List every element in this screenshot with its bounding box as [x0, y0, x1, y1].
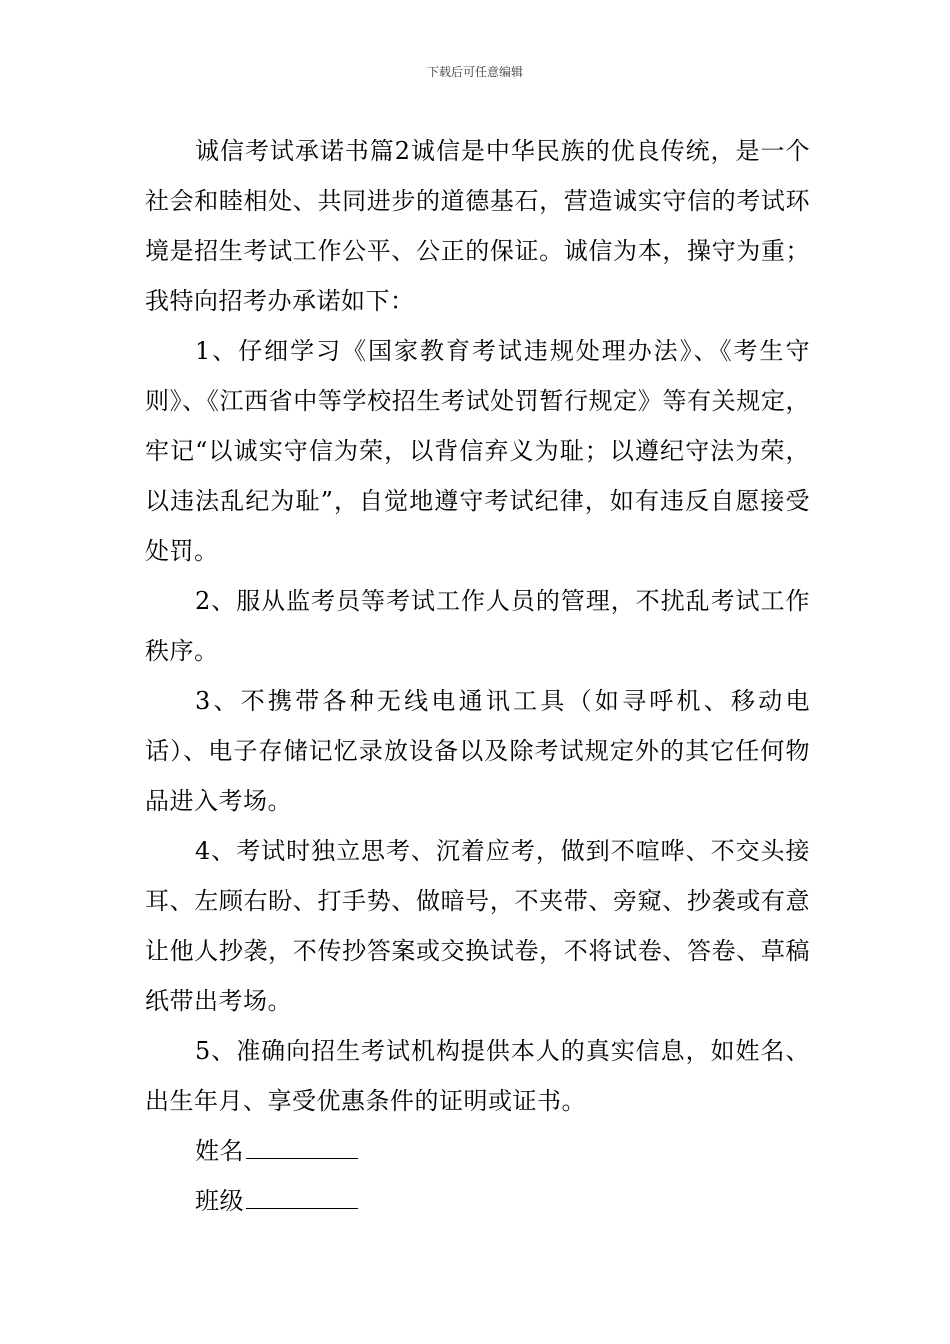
paragraph-item-3: 3、不携带各种无线电通讯工具（如寻呼机、移动电话）、电子存储记忆录放设备以及除考试规定外的其它任何物品进入考场。: [145, 687, 810, 815]
name-blank-line[interactable]: [246, 1128, 358, 1159]
paragraph-intro: 诚信考试承诺书篇2诚信是中华民族的优良传统，是一个社会和睦相处、共同进步的道德基石，营造诚实守信的考试环境是招生考试工作公平、公正的保证。诚信为本，操守为重；我特向招考办承诺如下：: [145, 137, 810, 315]
name-label: 姓名: [195, 1137, 244, 1165]
paragraph-item-1: 1、仔细学习《国家教育考试违规处理办法》、《考生守则》、《江西省中等学校招生考试处罚暂行规定》等有关规定，牢记“以诚实守信为荣，以背信弃义为耻；以遵纪守法为荣，以违法乱纪为耻”，自觉地遵守考试纪律，如有违反自愿接受处罚。: [145, 337, 810, 565]
class-label: 班级: [195, 1187, 244, 1215]
page-header: 下载后可任意编辑: [426, 65, 523, 79]
class-field-row: [145, 1176, 810, 1226]
name-field-row: [145, 1126, 810, 1176]
class-blank-line[interactable]: [246, 1178, 358, 1209]
paragraph-item-2: 2、服从监考员等考试工作人员的管理，不扰乱考试工作秩序。: [145, 587, 810, 665]
paragraph-item-4: 4、考试时独立思考、沉着应考，做到不喧哗、不交头接耳、左顾右盼、打手势、做暗号，不夹带、旁窥、抄袭或有意让他人抄袭，不传抄答案或交换试卷，不将试卷、答卷、草稿纸带出考场。: [145, 837, 810, 1015]
document-body: [145, 126, 810, 1226]
paragraph-item-5: 5、准确向招生考试机构提供本人的真实信息，如姓名、出生年月、享受优惠条件的证明或证书。: [145, 1037, 810, 1115]
